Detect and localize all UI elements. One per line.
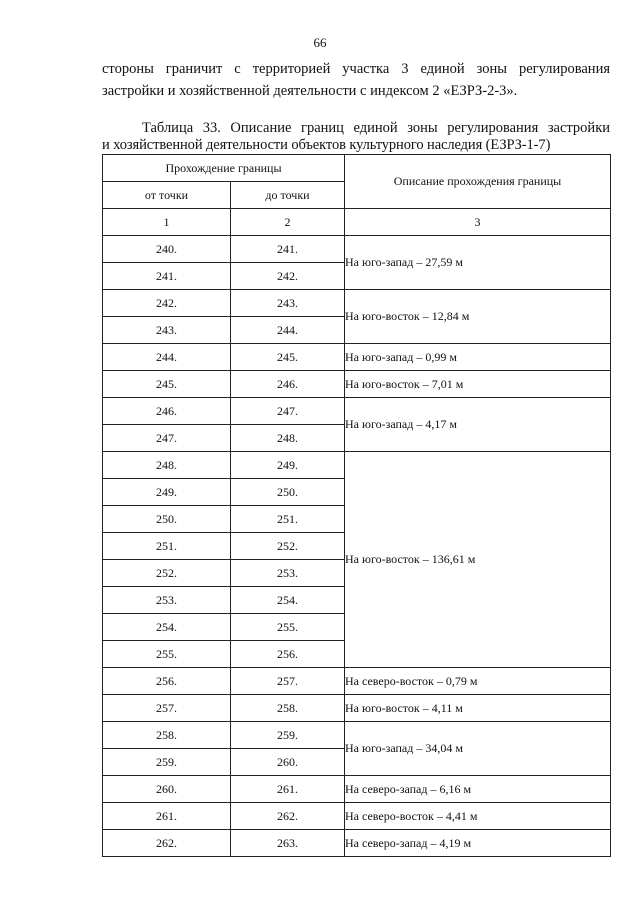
caption-line: и хозяйственной деятельности объектов культурного наследия (ЕЗРЗ-1-7) <box>102 137 551 153</box>
from-point-cell: 252. <box>103 560 231 587</box>
caption-line: Таблица 33. Описание границ единой зоны регулирования застройки <box>142 120 610 136</box>
description-cell: На северо-восток – 0,79 м <box>345 668 611 695</box>
from-point-cell: 248. <box>103 452 231 479</box>
description-cell: На северо-запад – 4,19 м <box>345 830 611 857</box>
to-point-cell: 244. <box>231 317 345 344</box>
from-point-cell: 245. <box>103 371 231 398</box>
to-point-cell: 255. <box>231 614 345 641</box>
description-cell: На северо-восток – 4,41 м <box>345 803 611 830</box>
table-row <box>103 452 611 479</box>
header-description: Описание прохождения границы <box>345 155 611 209</box>
from-point-cell: 255. <box>103 641 231 668</box>
table-row <box>103 236 611 263</box>
to-point-cell: 249. <box>231 452 345 479</box>
column-number: 1 <box>103 209 231 236</box>
to-point-cell: 253. <box>231 560 345 587</box>
from-point-cell: 250. <box>103 506 231 533</box>
to-point-cell: 243. <box>231 290 345 317</box>
intro-line: стороны граничит с территорией участка 3 единой зоны регулирования <box>102 61 610 77</box>
from-point-cell: 259. <box>103 749 231 776</box>
table-row <box>103 695 611 722</box>
description-cell: На юго-запад – 34,04 м <box>345 722 611 776</box>
table-row <box>103 830 611 857</box>
table-row <box>103 344 611 371</box>
header-to-point: до точки <box>231 182 345 209</box>
table-row <box>103 398 611 425</box>
to-point-cell: 245. <box>231 344 345 371</box>
to-point-cell: 247. <box>231 398 345 425</box>
table-row <box>103 776 611 803</box>
from-point-cell: 257. <box>103 695 231 722</box>
to-point-cell: 258. <box>231 695 345 722</box>
description-cell: На северо-запад – 6,16 м <box>345 776 611 803</box>
from-point-cell: 261. <box>103 803 231 830</box>
to-point-cell: 246. <box>231 371 345 398</box>
boundary-table <box>102 154 611 857</box>
description-cell: На юго-восток – 4,11 м <box>345 695 611 722</box>
table-body <box>103 236 611 857</box>
table-row <box>103 803 611 830</box>
from-point-cell: 246. <box>103 398 231 425</box>
description-cell: На юго-запад – 0,99 м <box>345 344 611 371</box>
from-point-cell: 243. <box>103 317 231 344</box>
to-point-cell: 248. <box>231 425 345 452</box>
to-point-cell: 250. <box>231 479 345 506</box>
table-row <box>103 722 611 749</box>
description-cell: На юго-восток – 136,61 м <box>345 452 611 668</box>
from-point-cell: 258. <box>103 722 231 749</box>
from-point-cell: 256. <box>103 668 231 695</box>
to-point-cell: 260. <box>231 749 345 776</box>
table-row <box>103 290 611 317</box>
from-point-cell: 241. <box>103 263 231 290</box>
to-point-cell: 259. <box>231 722 345 749</box>
table-row <box>103 371 611 398</box>
description-cell: На юго-запад – 27,59 м <box>345 236 611 290</box>
from-point-cell: 251. <box>103 533 231 560</box>
from-point-cell: 244. <box>103 344 231 371</box>
from-point-cell: 253. <box>103 587 231 614</box>
from-point-cell: 242. <box>103 290 231 317</box>
to-point-cell: 252. <box>231 533 345 560</box>
intro-paragraph <box>102 58 610 102</box>
to-point-cell: 262. <box>231 803 345 830</box>
to-point-cell: 251. <box>231 506 345 533</box>
to-point-cell: 263. <box>231 830 345 857</box>
from-point-cell: 254. <box>103 614 231 641</box>
intro-line: застройки и хозяйственной деятельности с индексом 2 «ЕЗРЗ-2-3». <box>102 83 518 99</box>
header-boundary-passage: Прохождение границы <box>103 155 345 182</box>
to-point-cell: 261. <box>231 776 345 803</box>
description-cell: На юго-восток – 7,01 м <box>345 371 611 398</box>
to-point-cell: 256. <box>231 641 345 668</box>
from-point-cell: 262. <box>103 830 231 857</box>
from-point-cell: 260. <box>103 776 231 803</box>
table-caption <box>102 120 610 154</box>
from-point-cell: 247. <box>103 425 231 452</box>
from-point-cell: 240. <box>103 236 231 263</box>
column-number: 2 <box>231 209 345 236</box>
header-from-point: от точки <box>103 182 231 209</box>
to-point-cell: 242. <box>231 263 345 290</box>
page-number: 66 <box>313 35 327 50</box>
to-point-cell: 254. <box>231 587 345 614</box>
to-point-cell: 257. <box>231 668 345 695</box>
column-number: 3 <box>345 209 611 236</box>
description-cell: На юго-запад – 4,17 м <box>345 398 611 452</box>
from-point-cell: 249. <box>103 479 231 506</box>
to-point-cell: 241. <box>231 236 345 263</box>
description-cell: На юго-восток – 12,84 м <box>345 290 611 344</box>
table-row <box>103 668 611 695</box>
